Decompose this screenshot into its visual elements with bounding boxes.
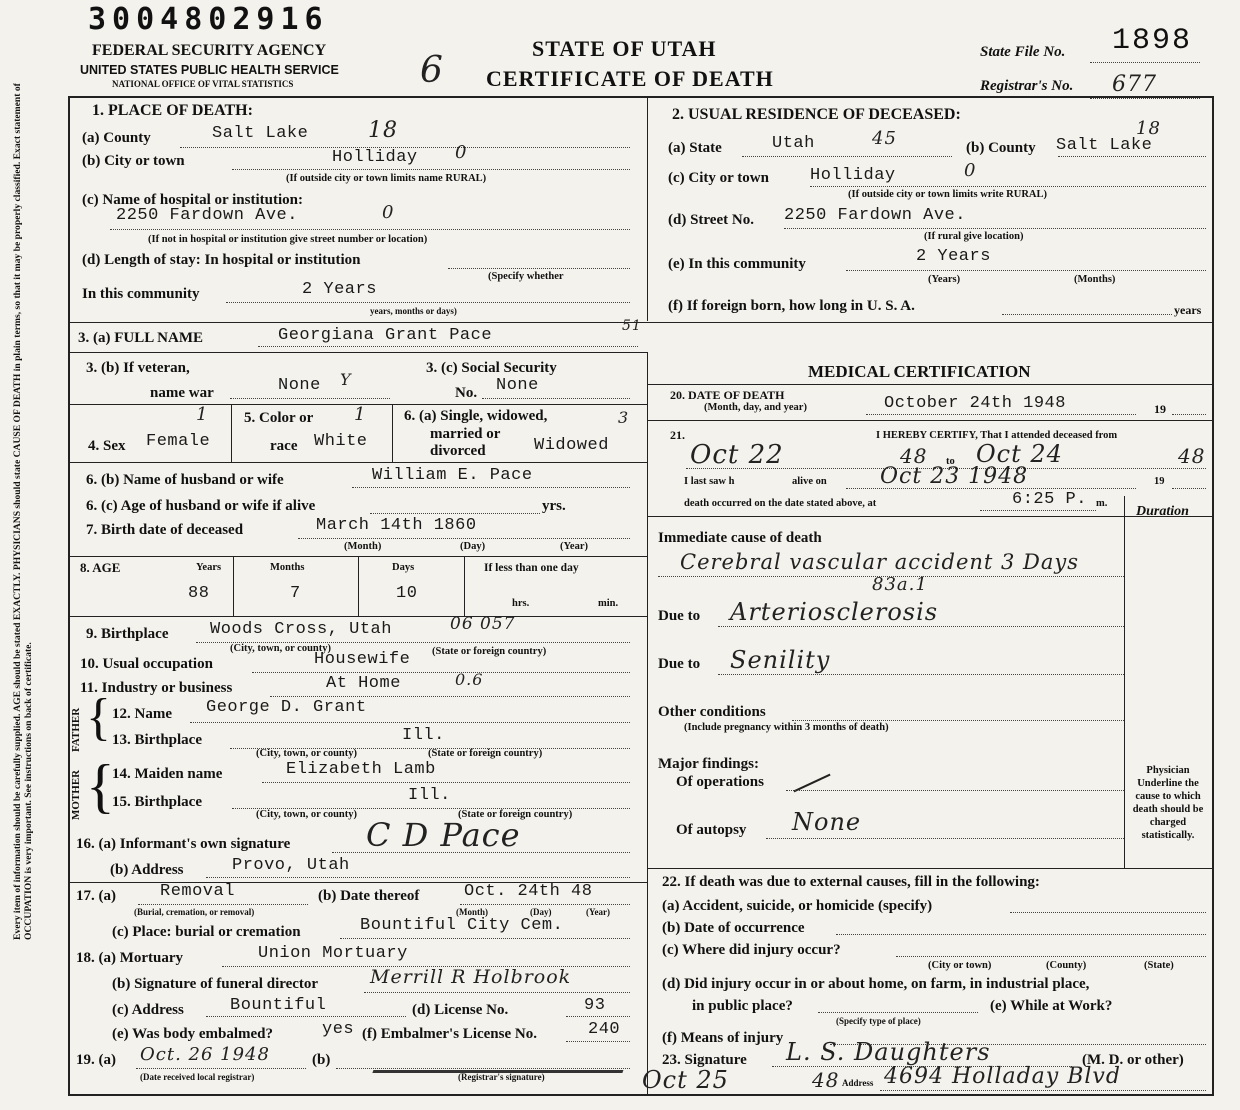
date-of-death-note: (Month, day, and year) (704, 402, 807, 413)
father-bp-state-note: (State or foreign country) (428, 748, 543, 759)
received-date: Oct. 26 1948 (140, 1044, 270, 1065)
sex-code: 1 (196, 404, 209, 425)
foreign-born-label: (f) If foreign born, how long in U. S. A. (668, 298, 915, 314)
removal-label: 17. (a) (76, 888, 116, 904)
signature-date: Oct 25 (642, 1066, 729, 1094)
registrar-number: 677 (1112, 72, 1157, 97)
registrar-sig-note: (Registrar's signature) (458, 1072, 545, 1082)
res-street: 2250 Fardown Ave. (784, 206, 966, 225)
state-title: STATE OF UTAH (532, 36, 717, 61)
license-label: (d) License No. (412, 1002, 509, 1018)
mother-bp-city-note: (City, town, or county) (256, 809, 358, 820)
res-state-label: (a) State (668, 140, 722, 156)
physician-address: 4694 Holladay Blvd (884, 1064, 1121, 1089)
birth-year-note: (Year) (560, 541, 588, 552)
birth-day-note: (Day) (460, 541, 486, 552)
birthplace: Woods Cross, Utah (210, 620, 392, 639)
mother-maiden-name: Elizabeth Lamb (286, 760, 436, 779)
spouse-label: 6. (b) Name of husband or wife (86, 472, 284, 488)
date-of-death: October 24th 1948 (884, 394, 1066, 413)
side-instructions: Every item of information should be carefully supplied. AGE should be stated EXACTLY. PHYSICIANS should state CAUSE OF DEATH in plain terms, so that it may be properly classified. Exact statement of OCCUPATION is very important. See instructions on back of certificate. (12, 83, 34, 940)
res-state: Utah (772, 134, 815, 153)
place-community: 2 Years (302, 280, 377, 299)
res-city: Holliday (810, 166, 896, 185)
place-county-label: (a) County (82, 130, 151, 146)
last-saw-label: I last saw h (684, 476, 735, 487)
due-to-2: Senility (730, 646, 831, 674)
age-years: 88 (188, 584, 210, 603)
birthplace-state-note: (State or foreign country) (432, 646, 547, 657)
major-findings-label: Major findings: (658, 756, 759, 772)
res-county-code: 18 (1136, 118, 1161, 139)
service-name: UNITED STATES PUBLIC HEALTH SERVICE (80, 63, 339, 77)
place-of-death-heading: 1. PLACE OF DEATH: (92, 102, 253, 119)
immediate-cause: Cerebral vascular accident 3 Days (680, 550, 1080, 574)
burial-place-label: (c) Place: burial or cremation (112, 924, 301, 940)
license-number: 93 (584, 996, 606, 1015)
residence-heading: 2. USUAL RESIDENCE OF DECEASED: (672, 106, 961, 123)
received-label: 19. (a) (76, 1052, 116, 1068)
sex-label: 4. Sex (88, 438, 126, 454)
place-city-note: (If outside city or town limits name RURAL) (286, 173, 487, 184)
father-name: George D. Grant (206, 698, 367, 717)
certify-text: I HEREBY CERTIFY, That I attended deceased from (876, 430, 1118, 441)
mortuary-address: Bountiful (230, 996, 327, 1015)
spouse-name: William E. Pace (372, 466, 533, 485)
external-e-label: (e) While at Work? (990, 998, 1113, 1014)
res-rural-note: (If rural give location) (924, 231, 1024, 242)
date-of-death-label: 20. DATE OF DEATH (670, 388, 785, 402)
physician-underline-note: Physician Underline the cause to which death should be charged statistically. (1132, 765, 1204, 841)
specify-note: (Specify whether (488, 271, 564, 282)
marital-code: 3 (618, 408, 630, 427)
address-label: Address (842, 1078, 874, 1088)
mother-birthplace: Ill. (408, 786, 451, 805)
autopsy-label: Of autopsy (676, 822, 747, 838)
occupation-label: 10. Usual occupation (80, 656, 213, 672)
state-file-number: 1898 (1112, 24, 1193, 58)
marital-status: Widowed (534, 436, 609, 455)
color-code: 1 (354, 404, 367, 425)
external-d-label: (d) Did injury occur in or about home, on farm, in industrial place, (662, 976, 1090, 992)
place-city-code: 0 (455, 142, 468, 163)
res-state-code: 45 (872, 128, 897, 149)
md-or-other: (M. D. or other) (1082, 1052, 1184, 1068)
res-city-note: (If outside city or town limits write RURAL) (848, 189, 1047, 200)
ss-number: None (496, 376, 539, 395)
removal-date: Oct. 24th 48 (464, 882, 593, 901)
place-city-label: (b) City or town (82, 153, 185, 169)
ss-label: 3. (c) Social Security (426, 360, 557, 376)
birth-month-note: (Month) (344, 541, 382, 552)
immediate-cause-label: Immediate cause of death (658, 530, 822, 546)
place-county-code: 18 (368, 118, 398, 143)
attended-to-label: to (946, 456, 955, 467)
ss-no-label: No. (455, 385, 478, 401)
informant-signature: C D Pace (366, 816, 521, 854)
color-label: 5. Color or (244, 410, 314, 426)
mortuary-address-label: (c) Address (112, 1002, 184, 1018)
res-months-note: (Months) (1074, 274, 1116, 285)
full-name-label: 3. (a) FULL NAME (78, 330, 203, 346)
place-ymd-note: years, months or days) (370, 306, 457, 316)
res-city-label: (c) City or town (668, 170, 769, 186)
cert-label: 21. (670, 428, 685, 442)
father-label: FATHER (70, 707, 82, 752)
father-birthplace-label: 13. Birthplace (112, 732, 202, 748)
signature-year: 48 (812, 1068, 840, 1092)
serial-number: 3004802916 (88, 2, 329, 37)
embalmer-license-label: (f) Embalmer's License No. (362, 1026, 537, 1042)
alive-on-label: alive on (792, 476, 827, 487)
age-years-header: Years (196, 562, 222, 573)
veteran-label: 3. (b) If veteran, (86, 360, 190, 376)
father-bp-city-note: (City, town, or county) (256, 748, 358, 759)
marital-label-2: married or (430, 426, 501, 442)
res-years-note: (Years) (928, 274, 961, 285)
duration-header: Duration (1136, 504, 1189, 519)
industry-label: 11. Industry or business (80, 680, 233, 696)
office-name: NATIONAL OFFICE OF VITAL STATISTICS (112, 79, 294, 89)
full-name-code: 51 (622, 318, 642, 334)
alive-19: 19 (1154, 476, 1165, 487)
physician-signature: L. S. Daughters (786, 1038, 991, 1066)
age-months: 7 (290, 584, 301, 603)
due-to-label-1: Due to (658, 608, 701, 624)
mortuary-label: 18. (a) Mortuary (76, 950, 184, 966)
foreign-years: years (1174, 303, 1202, 317)
external-b-label: (b) Date of occurrence (662, 920, 805, 936)
embalmed-label: (e) Was body embalmed? (112, 1026, 273, 1042)
hospital-address: 2250 Fardown Ave. (116, 206, 298, 225)
external-a-label: (a) Accident, suicide, or homicide (specify) (662, 898, 933, 914)
hospital-code: 0 (382, 202, 395, 223)
external-causes-label: 22. If death was due to external causes, fill in the following: (662, 874, 1040, 890)
burial-place: Bountiful City Cem. (360, 916, 564, 935)
spouse-age-yrs: yrs. (542, 498, 566, 514)
age-label: 8. AGE (80, 560, 121, 575)
state-file-label: State File No. (980, 44, 1066, 60)
informant-address-label: (b) Address (110, 862, 184, 878)
father-name-label: 12. Name (112, 706, 172, 722)
agency-name: FEDERAL SECURITY AGENCY (92, 42, 327, 59)
sex: Female (146, 432, 211, 451)
full-name: Georgiana Grant Pace (278, 326, 493, 345)
removal-day-note: (Day) (530, 907, 552, 917)
place-county: Salt Lake (212, 124, 309, 143)
marital-label: 6. (a) Single, widowed, (404, 408, 548, 424)
removal-month-note: (Month) (456, 907, 488, 917)
place-community-label: In this community (82, 286, 200, 302)
external-d-label-2: in public place? (692, 998, 793, 1014)
hospital-note: (If not in hospital or institution give street number or location) (148, 234, 428, 245)
marital-label-3: divorced (430, 443, 486, 459)
immediate-cause-code: 83a.1 (872, 574, 928, 595)
maiden-name-label: 14. Maiden name (112, 766, 223, 782)
external-c-city: (City or town) (928, 960, 992, 971)
external-c-county: (County) (1046, 960, 1087, 971)
other-conditions-note: (Include pregnancy within 3 months of death) (684, 722, 889, 733)
handwritten-mark: 6 (420, 50, 444, 91)
res-community: 2 Years (916, 247, 991, 266)
age-min: min. (598, 598, 619, 609)
res-city-code: 0 (964, 160, 977, 181)
color: White (314, 432, 368, 451)
birth-date: March 14th 1860 (316, 516, 477, 535)
signature-label: 23. Signature (662, 1052, 747, 1068)
birthplace-code: 06 057 (450, 614, 516, 634)
due-to-label-2: Due to (658, 656, 701, 672)
removal-year-note: (Year) (586, 907, 610, 917)
last-seen-alive: Oct 23 1948 (880, 464, 1029, 489)
hospital-label: (c) Name of hospital or institution: (82, 192, 303, 208)
veteran-code: Y (340, 370, 352, 389)
certificate-title: CERTIFICATE OF DEATH (486, 66, 774, 91)
occupation: Housewife (314, 650, 411, 669)
age-hrs: hrs. (512, 598, 530, 609)
res-county-label: (b) County (966, 140, 1036, 156)
attended-to-year: 48 (1178, 444, 1206, 468)
registrar-number-label: Registrar's No. (980, 78, 1074, 94)
attended-from: Oct 22 (690, 440, 784, 470)
spouse-age-label: 6. (c) Age of husband or wife if alive (86, 498, 316, 514)
attended-from-year: 48 (900, 444, 928, 468)
external-c-label: (c) Where did injury occur? (662, 942, 841, 958)
mother-birthplace-label: 15. Birthplace (112, 794, 202, 810)
medical-cert-heading: MEDICAL CERTIFICATION (808, 362, 1031, 381)
date-of-death-19: 19 (1154, 402, 1166, 416)
age-days: 10 (396, 584, 418, 603)
due-to-1: Arteriosclerosis (730, 598, 939, 626)
removal-date-label: (b) Date thereof (318, 888, 420, 904)
informant-address: Provo, Utah (232, 856, 350, 875)
operations-label: Of operations (676, 774, 764, 790)
father-birthplace: Ill. (402, 726, 445, 745)
other-conditions-label: Other conditions (658, 704, 766, 720)
race-label: race (270, 438, 298, 454)
external-c-state: (State) (1144, 960, 1174, 971)
informant-label: 16. (a) Informant's own signature (76, 836, 291, 852)
removal-note: (Burial, cremation, or removal) (134, 907, 255, 917)
attended-to: Oct 24 (976, 440, 1063, 468)
age-months-header: Months (270, 562, 305, 573)
embalmer-license: 240 (588, 1020, 621, 1039)
age-days-header: Days (392, 562, 415, 573)
disposition: Removal (160, 882, 235, 901)
veteran-war: None (278, 376, 321, 395)
birthplace-label: 9. Birthplace (86, 626, 169, 642)
birth-date-label: 7. Birth date of deceased (86, 522, 244, 538)
mother-bp-state-note: (State or foreign country) (458, 809, 573, 820)
birthplace-city-note: (City, town, or county) (230, 643, 332, 654)
mother-label: MOTHER (70, 769, 82, 820)
funeral-director-signature: Merrill R Holbrook (370, 966, 572, 988)
received-note: (Date received local registrar) (140, 1072, 255, 1082)
funeral-director-label: (b) Signature of funeral director (112, 976, 319, 992)
veteran-war-label: name war (150, 385, 214, 401)
res-community-label: (e) In this community (668, 256, 806, 272)
place-city: Holliday (332, 148, 418, 167)
father-brace: { (86, 689, 111, 746)
res-street-label: (d) Street No. (668, 212, 754, 228)
res-county: Salt Lake (1056, 136, 1153, 155)
age-less-header: If less than one day (484, 562, 579, 574)
death-time-m: m. (1096, 498, 1108, 509)
death-occurred-label: death occurred on the date stated above, at (684, 498, 877, 509)
external-type-note: (Specify type of place) (836, 1016, 921, 1026)
mortuary: Union Mortuary (258, 944, 408, 963)
length-of-stay-label: (d) Length of stay: In hospital or institution (82, 252, 361, 268)
autopsy: None (792, 808, 862, 836)
mother-brace: { (86, 753, 115, 819)
external-f-label: (f) Means of injury (662, 1030, 784, 1046)
registrar-sig-label: (b) (312, 1052, 331, 1068)
industry: At Home (326, 674, 401, 693)
death-time: 6:25 P. (1012, 490, 1087, 509)
industry-code: 0.6 (455, 670, 484, 689)
embalmed: yes (322, 1020, 355, 1039)
